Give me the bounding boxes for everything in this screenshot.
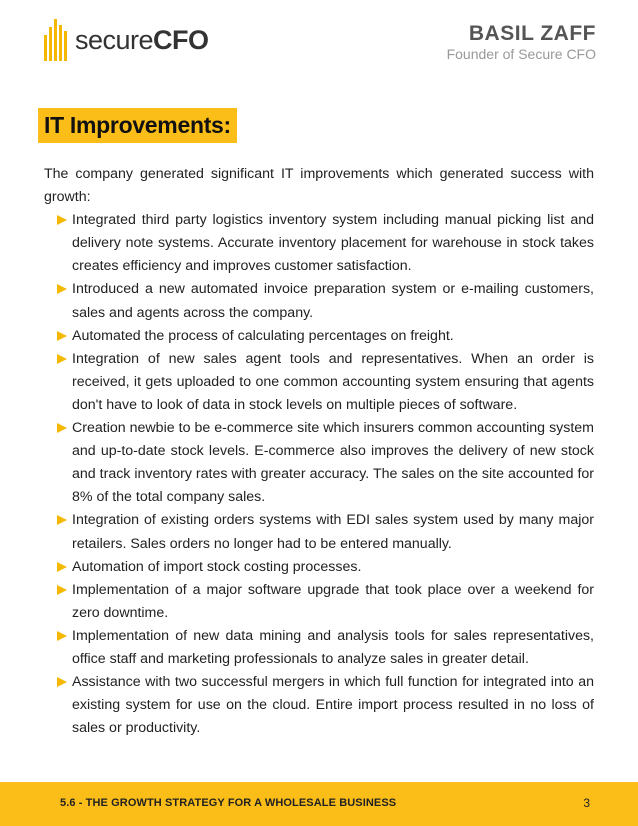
page-number: 3 — [583, 796, 590, 810]
page-header — [0, 0, 638, 80]
list-item: Implementation of a major software upgrade that took place over a weekend for zero downtime. — [44, 579, 594, 625]
footer-title: 5.6 - THE GROWTH STRATEGY FOR A WHOLESALE BUSINESS — [60, 797, 397, 809]
arrow-bullet-icon — [57, 631, 67, 641]
logo-bars-icon — [44, 19, 69, 61]
list-item: Automated the process of calculating percentages on freight. — [44, 325, 594, 348]
arrow-bullet-icon — [57, 284, 67, 294]
list-item: Creation newbie to be e-commerce site which insurers common accounting system and up-to-date stock levels. E-commerce also improves the delivery of new stock and track inventory rates with greater accuracy. The sales on the site accounted for 8% of the total company sales. — [44, 417, 594, 509]
list-item: Automation of import stock costing processes. — [44, 556, 594, 579]
arrow-bullet-icon — [57, 585, 67, 595]
arrow-bullet-icon — [57, 354, 67, 364]
list-item: Integration of new sales agent tools and representatives. When an order is received, it gets uploaded to one common accounting system ensuring that agents don't have to look of data in stock levels on multiple pieces of software. — [44, 348, 594, 417]
logo-wordmark: secureCFO — [75, 24, 209, 55]
section-body — [44, 163, 594, 740]
arrow-bullet-icon — [57, 562, 67, 572]
page-footer — [0, 782, 638, 826]
arrow-bullet-icon — [57, 677, 67, 687]
list-item: Introduced a new automated invoice preparation system or e-mailing customers, sales and agents across the company. — [44, 278, 594, 324]
list-item: Integrated third party logistics inventory system including manual picking list and delivery note systems. Accurate inventory placement for warehouse in stock takes creates efficiency and improves customer satisfaction. — [44, 209, 594, 278]
arrow-bullet-icon — [57, 515, 67, 525]
section-heading: IT Improvements: — [38, 108, 237, 143]
improvements-list — [44, 209, 594, 740]
author-title: Founder of Secure CFO — [446, 46, 596, 62]
securecfo-logo — [44, 18, 209, 62]
author-name: BASIL ZAFF — [468, 22, 596, 45]
author-block — [447, 22, 596, 63]
arrow-bullet-icon — [57, 215, 67, 225]
arrow-bullet-icon — [57, 423, 67, 433]
intro-paragraph: The company generated significant IT improvements which generated success with growth: — [44, 166, 594, 206]
list-item: Integration of existing orders systems with EDI sales system used by many major retailers. Sales orders no longer had to be entered manually. — [44, 509, 594, 555]
arrow-bullet-icon — [57, 331, 67, 341]
list-item: Assistance with two successful mergers in which full function for integrated into an existing system for use on the cloud. Entire import process resulted in no loss of sales or productivity. — [44, 671, 594, 740]
list-item: Implementation of new data mining and analysis tools for sales representatives, office staff and marketing professionals to analyze sales in greater detail. — [44, 625, 594, 671]
